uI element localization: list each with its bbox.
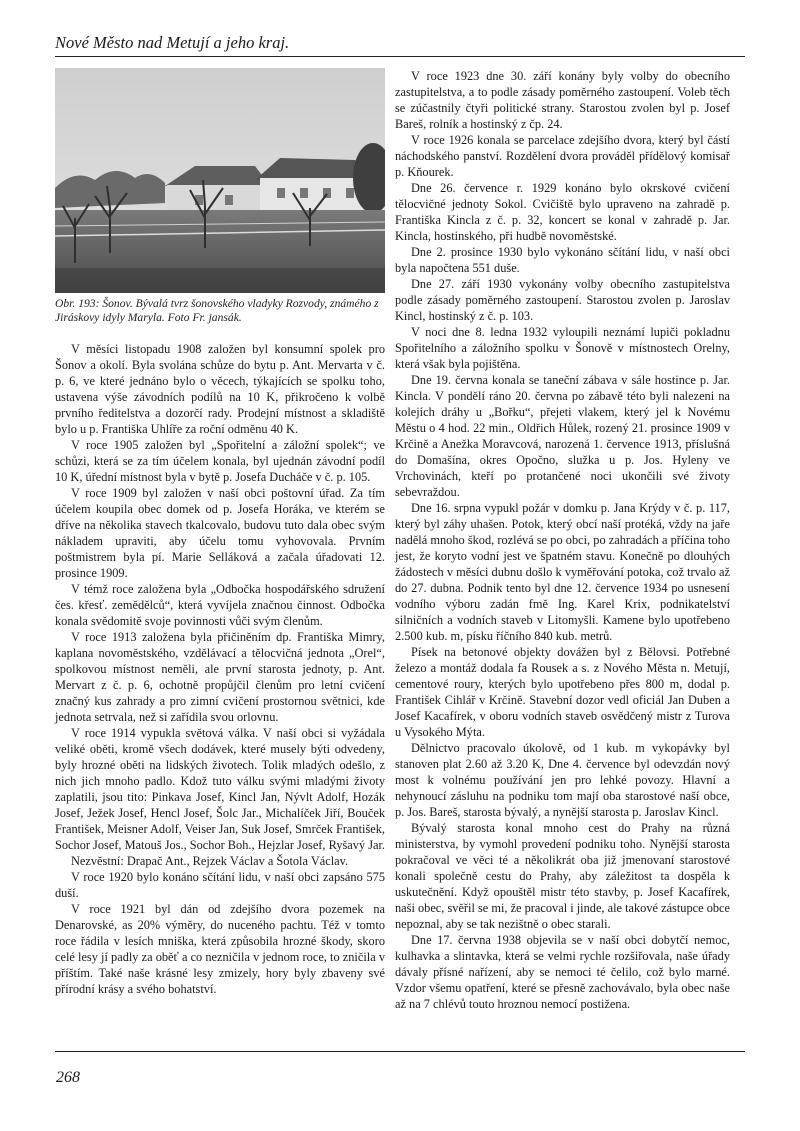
paragraph: Dne 2. prosince 1930 bylo vykonáno sčítání lidu, v naší obci byla napočtena 551 duše. bbox=[395, 245, 730, 275]
paragraph: V roce 1920 bylo konáno sčítání lidu, v naší obci zapsáno 575 duší. bbox=[55, 870, 385, 900]
paragraph: V roce 1905 založen byl „Spořitelní a záložní spolek“; ve schůzi, která se za tím účelem konala, byl ujednán závodní podíl 10 K, úřední místnost byla v bytě p. Josefa Ducháče v č. p. 105. bbox=[55, 438, 385, 484]
paragraph: Dne 17. června 1938 objevila se v naší obci dobytčí nemoc, kulhavka a slintavka, která se velmi rychle rozšiřovala, naše úřady dávaly přísné nařízení, aby se nemoci té čelilo, což bylo marné. Vzdor všemu opatření, které se přesně zachovávalo, byla obec naše až na 7 chlévů touto hroznou nemocí postižena. bbox=[395, 933, 730, 1011]
paragraph: Dne 27. září 1930 vykonány volby obecního zastupitelstva podle zásady poměrného zastoupení. Starostou zvolen p. Jaroslav Kincl, hostinský z č. p. 103. bbox=[395, 277, 730, 323]
photo-image bbox=[55, 68, 385, 293]
paragraph: Bývalý starosta konal mnoho cest do Prahy na různá ministerstva, by vymohl provedení podniku toho. Nynější starosta pokračoval ve věci té a několikrát oba již jmenovaní starostové konali společně cestu do Prahy, aby záležitost ta dospěla k uskutečnění. Když opouštěl mistr této stavby, p. Josef Kacafírek, naši obec, svěřil se mi, že pracoval i jinde, ale takové zástupce obce nepoznal, aby se tak nezištně o obec starali. bbox=[395, 821, 730, 931]
paragraph: V roce 1914 vypukla světová válka. V naší obci si vyžádala veliké oběti, kromě všech dodávek, které musely býti odvedeny, byly hrozné oběti na lidských životech. Tolik mladých odešlo, z nich jich mnoho padlo. Kdož tuto válku svými mladými životy zaplatili, jsou tito: Pinkava Josef, Kincl Jan, Nývlt Adolf, Hozák Josef, Ježek Josef, Hencl Josef, Šolc Jar., Michalíček Jiří, Bouček František, Meisner Adolf, Veiser Jan, Suk Josef, Smrček František, Sochor Josef, Matouš Jos., Sochor Boh., Hejzlar Josef, Ryšavý Jar. bbox=[55, 726, 386, 852]
paragraph: Dne 16. srpna vypukl požár v domku p. Jana Krýdy v č. p. 117, který byl záhy uhašen. Potok, který obcí naší protéká, vždy na jaře nadělá mnoho škod, rozlévá se po obci, po zahradách a příčina toho jest, že koryto vodní jest ve špatném stavu. Konečně po dlouhých žádostech v měsíci dubnu došlo k vyměřování potoka, což trvalo až do 27. dubna. Podnik tento byl dne 12. července 1934 po usnesení vodního výboru zadán fmě Ing. Karel Krix, podnikatelství silničních a vodních staveb v Litomyšli. Kamene bylo upotřebeno 2.500 kub. m, písku říčního 840 kub. metrů. bbox=[395, 501, 730, 643]
footer-rule bbox=[55, 1051, 745, 1052]
paragraph: V roce 1923 dne 30. září konány byly volby do obecního zastupitelstva, a to podle zásady poměrného zastoupení. Voleb těch se zúčastnily čtyři politické strany. Starostou zvolen byl p. Josef Bareš, rolník a hostinský z čp. 24. bbox=[395, 69, 730, 131]
paragraph: V roce 1921 byl dán od zdejšího dvora pozemek na Denarovské, as 20% výměry, do nuceného pachtu. Též v tomto roce řádila v lesích mniška, která způsobila hrozné škody, skoro celé lesy jí padly za oběť a co nezničila v jednom roce, to zničila v příštím. Také naše krásné lesy zmizely, hory byly zbaveny své přírodní krásy a svého bohatství. bbox=[55, 902, 385, 996]
right-column bbox=[395, 68, 730, 1012]
figure-caption: Obr. 193: Šonov. Bývalá tvrz šonovského vladyky Rozvody, známého z Jiráskovy idyly Maryla. Foto Fr. jansák. bbox=[55, 297, 379, 324]
header-rule bbox=[55, 56, 745, 57]
paragraph: V roce 1926 konala se parcelace zdejšího dvora, který byl částí náchodského panství. Rozdělení dvora prováděl přídělový komisař p. Kňourek. bbox=[395, 133, 730, 179]
paragraph: V roce 1913 založena byla přičiněním dp. Františka Mimry, kaplana novoměstského, vzdělávací a tělocvičná jednota „Orel“, spolkovou místnost neměli, ale první starosta jednoty, p. Ant. Mervart z č. p. 6, ochotně propůjčil členům pro letní cvičení značný kus zahrady a pro zimní cvičení prostornou světnici, kde jednota setrvala, než si zařídila svou orlovnu. bbox=[55, 630, 385, 724]
running-header: Nové Město nad Metují a jeho kraj. bbox=[55, 33, 290, 52]
left-column bbox=[55, 68, 385, 997]
page-number: 268 bbox=[56, 1069, 80, 1086]
paragraph: Dne 26. července r. 1929 konáno bylo okrskové cvičení tělocvičné jednoty Sokol. Cvičiště bylo upraveno na zahradě p. Františka Kincla z č. p. 32, koncert se konal v zahradě p. Jar. Kincla, hostinského, při hudbě novoměstské. bbox=[395, 181, 730, 243]
paragraph: Písek na betonové objekty dovážen byl z Bělovsi. Potřebné železo a montáž dodala fa Rousek a s. z Nového Města n. Metují, cementové roury, kterých bylo upotřebeno přes 800 m, dodal p. František Cihlář v Krčině. Stavební dozor vedl oficiál Jan Duben a Josef Kacafírek, v oboru vodních staveb osvědčený mistr z Turova u Vysokého Mýta. bbox=[395, 645, 730, 739]
paragraph: Dělnictvo pracovalo úkolově, od 1 kub. m vykopávky byl stanoven plat 2.60 až 3.20 K, Dne 4. července byl odevzdán nový most k volnému používání jen pro lehké povozy. Hlavní a nehynoucí zásluhu na podniku tom mají oba starostové naší obce, p. Jos. Bareš, starosta bývalý, a nynější starosta p. Jaroslav Kincl. bbox=[395, 741, 730, 819]
paragraph: V témž roce založena byla „Odbočka hospodářského sdružení čes. křesť. zemědělců“, která vyvíjela značnou činnost. Odbočka konala svědomitě svoje povinnosti vůči svým členům. bbox=[55, 582, 385, 628]
paragraph: Dne 19. června konala se taneční zábava v sále hostince p. Jar. Kincla. V pondělí ráno 20. června po zábavě této byli nalezeni na kolejích dráhy u „Bořku“, přejeti vlakem, který jel k Novému Městu o 4 hod. 22 min., Oldřich Hůlek, rozený 21. prosince 1909 v Krčině a Anežka Moravcová, narozená 1. července 1913, příslušná do Domašína, okres Opočno, služka u p. Jos. Hyleny ve Vrchovinách, kteří po protančené noci ukončili své životy sebevraždou. bbox=[395, 373, 730, 499]
paragraph: V roce 1909 byl založen v naší obci poštovní úřad. Za tím účelem koupila obec domek od p. Josefa Horáka, ve kterém se dříve na několika stavech tkalcovalo, budovu tuto dala obec svým nákladem upraviti, aby účelu tomu vyhovovala. Prvním poštmistrem byla pí. Marie Selláková a začala úřadovati 12. prosince 1909. bbox=[55, 486, 385, 580]
paragraph: Nezvěstní: Drapač Ant., Rejzek Václav a Šotola Václav. bbox=[71, 854, 349, 868]
photo-sonov-fortress bbox=[55, 68, 385, 293]
paragraph: V měsíci listopadu 1908 založen byl konsumní spolek pro Šonov a okolí. Byla svolána schůze do bytu p. Ant. Mervarta v č. p. 6, ve které jednáno bylo o věcech, týkajících se spolku toho, ustavena výše závodních podílů na 10 K, přikročeno k volbě prvního ředitelstva a dozorčí rady. Prodejní místnost a skladiště bylo u p. Františka Uhlíře za roční odměnu 40 K. bbox=[55, 342, 385, 436]
paragraph: V noci dne 8. ledna 1932 vyloupili neznámí lupiči pokladnu Spořitelního a záložního spolku v Šonově v místnostech Orelny, která však byla pojištěna. bbox=[395, 325, 730, 371]
